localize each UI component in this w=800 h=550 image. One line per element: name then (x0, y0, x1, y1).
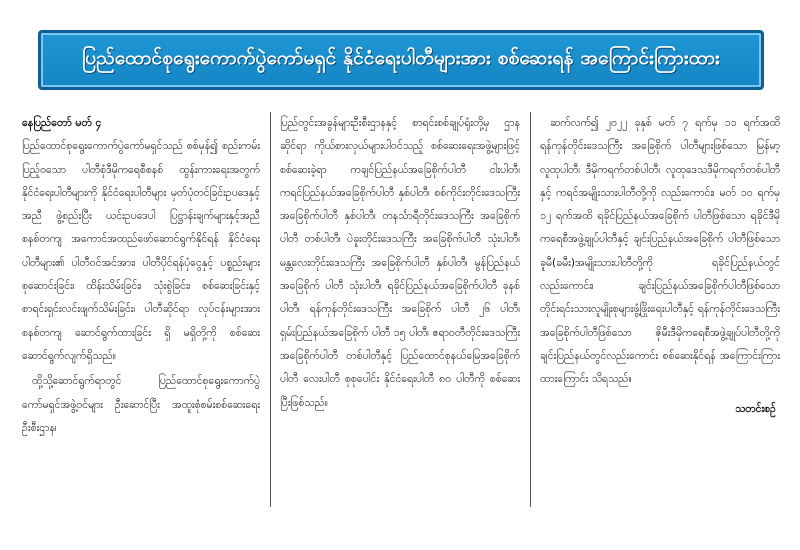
paragraph: ပြည်တွင်းအခွန်များဦးစီးဌာနနှင့် စာရင်းစစ်ချုပ်ရုံးတို့မှ ဌာနဆိုင်ရာ ကိုယ်စားလှယ်များပါဝင်သည့် စစ်ဆေးရေးအဖွဲ့များဖြင့် စစ်ဆေးခဲ့ရာ ကချင်ပြည်နယ်အခြေစိုက်ပါတီ ငါးပါတီ၊ ကရင်ပြည်နယ်အခြေစိုက်ပါတီ နှစ်ပါတီ၊ စစ်ကိုင်းတိုင်းဒေသကြီး အခြေစိုက်ပါတီ နှစ်ပါတီ၊ တနင်္သာရီတိုင်းဒေသကြီး အခြေစိုက်ပါတီ တစ်ပါတီ၊ ပဲခူးတိုင်းဒေသကြီး အခြေစိုက်ပါတီ သုံးပါတီ၊ မန္တလေးတိုင်းဒေသကြီး အခြေစိုက်ပါတီ နှစ်ပါတီ၊ မွန်ပြည်နယ်အခြေစိုက် ပါတီ သုံးပါတီ၊ ရခိုင်ပြည်နယ်အခြေစိုက်ပါတီ ခုနစ်ပါတီ၊ ရန်ကုန်တိုင်းဒေသကြီး အခြေစိုက် ပါတီ ၂၆ ပါတီ၊ ရှမ်းပြည်နယ်အခြေစိုက် ပါတီ ၁၅ ပါတီ၊ ဧရာဝတီတိုင်းဒေသကြီး အခြေစိုက်ပါတီ တစ်ပါတီနှင့် ပြည်ထောင်စုနယ်မြေအခြေစိုက်ပါတီ လေးပါတီ စုစုပေါင်း နိုင်ငံရေးပါတီ ၈၀ ပါတီကို စစ်ဆေးပြီးဖြစ်သည်။ (280, 117, 520, 409)
byline: သတင်းစဉ် (735, 402, 776, 415)
paragraph: ထို့သို့ဆောင်ရွက်ရာတွင် ပြည်ထောင်စုရွေးကောက်ပွဲကော်မရှင်အဖွဲ့ဝင်များ ဦးဆောင်ပြီး အထူးစုံစမ်းစစ်ဆေးရေးဦးစီးဌာန၊ (22, 375, 260, 434)
article-column-3 (540, 112, 780, 532)
paragraph: ပြည်ထောင်စုရွေးကောက်ပွဲကော်မရှင်သည် စစ်မှန်၍ စည်းကမ်းပြည့်ဝသော ပါတီစုံဒီမိုကရေစီစနစ် ထွန်းကားရေးအတွက် နိုင်ငံရေးပါတီများကို နိုင်ငံရေးပါတီများ မှတ်ပုံတင်ခြင်းဥပဒေနှင့်အညီ ဖွဲ့စည်းပြီး ယင်းဥပဒေပါ ပြဋ္ဌာန်းချက်များနှင့်အညီ စနစ်တကျ အကောင်အထည်ဖော်ဆောင်ရွက်နိုင်ရန် နိုင်ငံရေးပါတီများ၏ ပါတီဝင်အင်အား၊ ပါတီပိုင်ရန်ပုံငွေနှင့် ပစ္စည်းများစုဆောင်းခြင်း၊ ထိန်းသိမ်းခြင်း၊ သုံးစွဲခြင်း၊ စစ်ဆေးခြင်းနှင့် စာရင်းရှင်းလင်းဖျက်သိမ်းခြင်း၊ ပါတီဆိုင်ရာ လုပ်ငန်းများအား စနစ်တကျ ဆောင်ရွက်ထားခြင်း ရှိ မရှိတို့ကို စစ်ဆေးဆောင်ရွက်လျက်ရှိသည်။ (22, 140, 260, 362)
article-column-2 (280, 112, 520, 532)
column-divider (530, 112, 531, 507)
paragraph: ဆက်လက်၍ ၂၀၂၂ ခုနှစ် မတ် ၇ ရက်မှ ၁၁ ရက်အထိ ရန်ကုန်တိုင်းဒေသကြီး အခြေစိုက် ပါတီများဖြစ်သော မြန်မာ့လူထုပါတီ၊ ဒီမိုကရက်တစ်ပါတီ၊ လူထုဒေသဒီမိုကရက်တစ်ပါတီနှင့် ကရင်အမျိုးသားပါတီတို့ကို လည်းကောင်း၊ မတ် ၁၀ ရက်မှ ၁၂ ရက်အထိ ရခိုင်ပြည်နယ်အခြေစိုက် ပါတီဖြစ်သော ရခိုင်ဒီမိုကရေစီအဖွဲ့ချုပ်ပါတီနှင့် ချင်းပြည်နယ်အခြေစိုက် ပါတီဖြစ်သော ခူမီ(ခမီး)အမျိုးသားပါတီတို့ကို ရခိုင်ပြည်နယ်တွင် လည်းကောင်း၊ ချင်းပြည်နယ်အခြေစိုက်ပါတီဖြစ်သော တိုင်းရင်းသားလူမျိုးစုများဖွံ့ဖြိုးရေးပါတီနှင့် ရန်ကုန်တိုင်းဒေသကြီး အခြေစိုက်ပါတီဖြစ်သော ဇိုမီးဒီမိုကရေစီအဖွဲ့ချုပ်ပါတီတို့ကို ချင်းပြည်နယ်တွင်လည်းကောင်း စစ်ဆေးနိုင်ရန် အကြောင်းကြားထားကြောင်း သိရသည်။ (540, 117, 780, 386)
headline-title: ပြည်ထောင်စုရွေးကောက်ပွဲကော်မရှင် နိုင်ငံရေးပါတီများအား စစ်ဆေးရန် အကြောင်းကြားထား (82, 47, 720, 69)
column-divider (270, 112, 271, 507)
headline-banner (38, 30, 764, 90)
dateline: နေပြည်တော် မတ် ၄ (22, 117, 102, 129)
article-column-1 (22, 112, 260, 532)
article-body (22, 112, 780, 532)
